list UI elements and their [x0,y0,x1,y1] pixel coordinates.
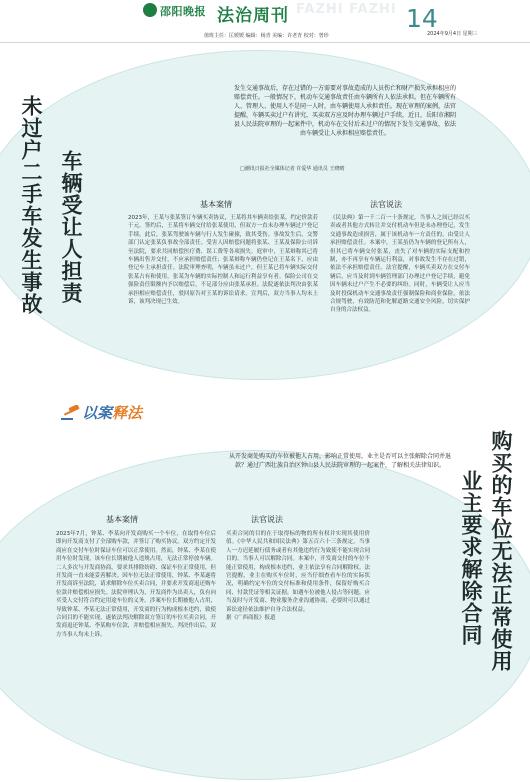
story2-judge-body [226,530,370,778]
story2-judge-heading: 法官说法 [251,515,283,524]
section-title: 法治周刊 [217,6,289,26]
masthead [0,0,530,39]
story1-case-body: 2023年，王某与张某签订车辆买卖协议，王某将其车辆卖给张某，约定价款若干元。签约后，王某将车辆交付给张某使用，但双方一直未办理车辆过户登记手续。此后，张某驾驶该车辆与行人发生碰撞，致其受伤。事故发生后，交警部门认定张某负事故全部责任。受害人因赔偿问题将张某、王某及保险公司诉至法院，要求共同赔偿医疗费、误工费等各项损失。庭审中，王某辩称其已将车辆出售并交付，不应承担赔偿责任；张某辩称车辆仍登记在王某名下，应由登记车主承担责任。法院审理查明，车辆虽未过户，但王某已将车辆实际交付张某占有和使用，张某为车辆的实际控制人和运行利益享有者。保险公司在交强险责任限额内予以赔偿后，不足部分应由张某承担。法院遂依法判决由张某承担相应赔偿责任，驳回原告对王某的诉讼请求。宣判后，双方当事人均未上诉，该判决现已生效。 [128,215,318,306]
issue-date: 2024年9月4日 星期三 [427,31,478,37]
story2-judge-text: 买卖合同的目的在于取得标的物的所有权并实现其使用价值。《中华人民共和国民法典》第五百六十三条规定，当事人一方迟延履行债务或者有其他违约行为致使不能实现合同目的，当事人可以解除合同。本案中，开发商交付的车位不能正常使用，构成根本违约，业主依法享有合同解除权。法官提醒，业主在购买车位时，应当仔细查看车位的实际状况，明确约定车位的交付标准和使用条件，保留好购买合同、付款凭证等相关证据。如遇车位被他人侵占等问题，应当及时与开发商、物业服务企业沟通协商，必要时可以通过诉讼途径依法维护自身合法权益。 [226,531,370,613]
story2-case-heading: 基本案情 [106,515,138,524]
story1-judge-body: 《民法典》第一千二百一十条规定，当事人之间已经以买卖或者其他方式转让并交付机动车但是未办理登记，发生交通事故造成损害，属于该机动车一方责任的，由受让人承担赔偿责任。本案中，王某虽仍为车辆的登记所有人，但其已将车辆交付张某，丧失了对车辆的实际支配和控制，亦不再享有车辆运行利益，对事故发生不存在过错，依法不承担赔偿责任。法官提醒，车辆买卖双方在交付车辆后，应当及时到车辆管理部门办理过户登记手续，避免因车辆未过户产生不必要的纠纷。同时，车辆受让人应当及时投保机动车交通事故责任强制保险和商业保险，依法合规驾驶，有效防范和化解道路交通安全风险，切实保护自身的合法权益。 [330,215,470,314]
story1-lead: 发生交通事故后，存在过错的一方需要对事故造成的人员伤亡和财产损失承担相应的赔偿责任。一般情况下，机动车交通事故责任由车辆所有人依法承担。但在车辆所有人、管理人、使用人不是同一人时，由车辆使用人承担责任。现在审理的案例，法官提醒，车辆买卖过户有讲究，买卖双方应及时办理车辆过户手续，近日，岳阳市湘阴县人民法院审理的一起案件中，机动车在交付后未过户的情况下发生交通事故，依法由车辆受让人承担相应赔偿责任。 [233,85,456,137]
story1-byline: □潮讯日报社全媒体记者 许爱华 通讯员 王晓晴 [240,166,345,172]
story2-case-body: 2023年7月，钟某、李某向开发商购买一个车位，在取得车位后即向开发商支付了全部购车款，并签订了购买协议。双方约定开发商应在交付车位时保证车位可以正常使用。然而，钟某、李某在使用车位时发现，该车位长期被他人违规占用，无法正常停放车辆。二人多次与开发商协商，要求其排除妨碍、保证车位正常使用，但开发商一直未能妥善解决。因车位无法正常使用，钟某、李某遂将开发商诉至法院，请求解除车位买卖合同，并要求开发商退还购车位款并赔偿相应损失。法院审理认为，开发商作为出卖人，负有向买受人交付符合约定用途车位的义务。涉案车位长期被他人占用，导致钟某、李某无法正常使用，开发商的行为构成根本违约，致使合同目的不能实现。遂依法判决解除双方签订的车位买卖合同，开发商退还钟某、李某购车位款，并赔偿相应损失。判决作出后，双方当事人均未上诉。 [56,531,216,638]
newspaper-logo-icon [143,3,157,17]
header-rule [0,42,530,43]
page-number: 14 [406,4,438,33]
story2-source: 据《广西商报》报道 [226,615,276,622]
case-explained-label [82,402,142,423]
case-explained-prefix: 以案 [82,404,113,422]
story2-headline-sub: 业主要求解除合同 [459,470,483,646]
story1-judge-heading: 法官说法 [370,200,402,209]
brand-name: 邵阳晚报 [160,5,206,18]
case-explained-accent: 释法 [112,404,143,422]
gavel-icon [60,405,84,421]
decorative-wordmark: FAZHI FAZHI [296,2,397,17]
story1-headline-main: 车辆受让人担责 [59,150,83,304]
story2-headline-main: 购买的车位无法正常使用 [489,430,513,672]
story1-case-heading: 基本案情 [200,200,232,209]
credit-line: 值班主任：匡媛媛 编辑：杨青 美编：许老青 校对：曾珍 [204,33,329,39]
story1-headline-sub: 未过户二手车发生事故 [19,95,43,315]
story2-lead: 从开发商处购买的车位被他人占用，影响正常使用，业主是否可以主张解除合同并退款？通过广西壮族自治区钟山县人民法院审理的一起案件，了解相关法律知识。 [228,453,451,469]
